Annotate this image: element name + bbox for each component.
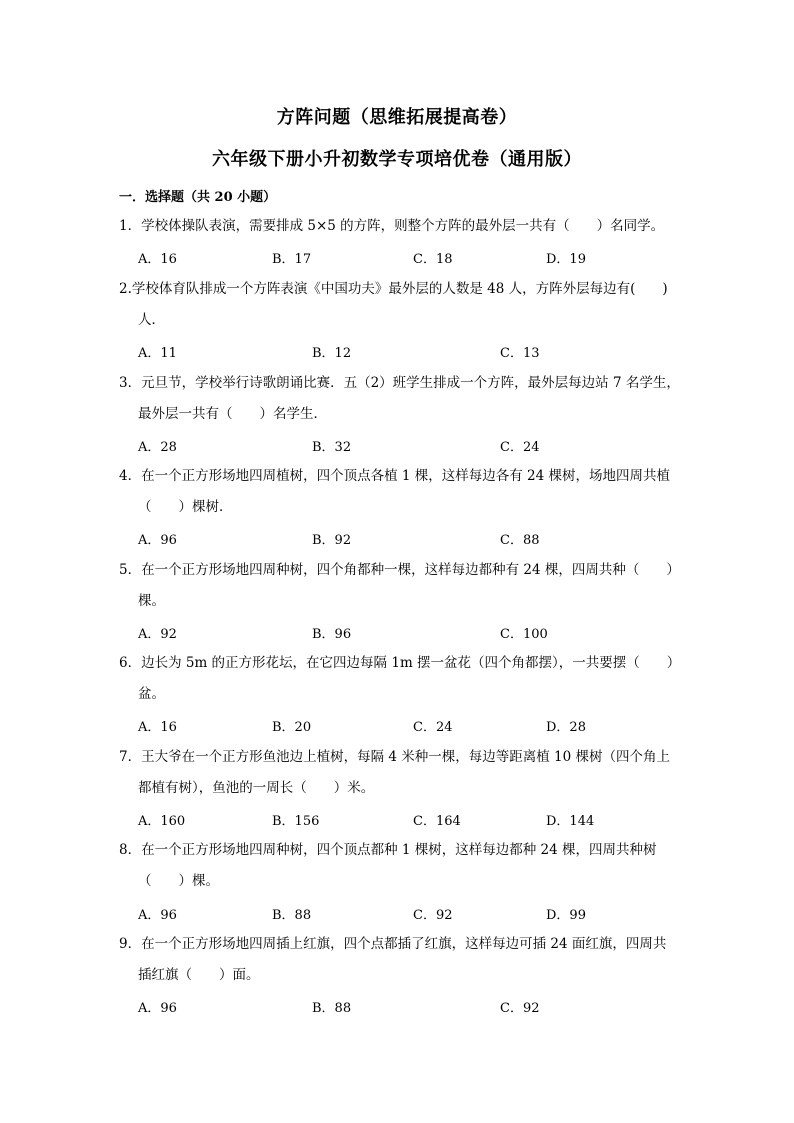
option-b: B．12 xyxy=(312,346,352,361)
question-text: 2.学校体育队排成一个方阵表演《中国功夫》最外层的人数是 48 人，方阵外层每边有( ) xyxy=(119,281,668,297)
option-d: D．28 xyxy=(546,720,586,735)
option-c: C．24 xyxy=(500,440,540,455)
question-text: 4．在一个正方形场地四周植树，四个顶点各植 1 棵，这样每边各有 24 棵树，场地四周共植 xyxy=(119,468,671,484)
option-d: D．144 xyxy=(546,814,595,829)
section-heading: 一．选择题（共 20 小题） xyxy=(119,190,277,205)
option-a: A．96 xyxy=(138,908,177,923)
option-c: C．13 xyxy=(500,346,540,361)
option-c: C．18 xyxy=(413,252,453,267)
option-c: C．92 xyxy=(500,1001,540,1016)
question-text: 6．边长为 5m 的正方形花坛，在它四边每隔 1m 摆一盆花（四个角都摆），一共要摆（ ） xyxy=(119,655,681,671)
option-d: D．99 xyxy=(546,908,586,923)
option-b: B．88 xyxy=(312,1001,352,1016)
option-b: B．17 xyxy=(272,252,312,267)
question-text: 8．在一个正方形场地四周种树，四个顶点都种 1 棵树，这样每边都种 24 棵，四周共种树 xyxy=(119,842,657,858)
option-c: C．100 xyxy=(500,627,548,642)
option-b: B．92 xyxy=(312,533,352,548)
question-text-continued: 棵。 xyxy=(138,593,165,609)
question-4 xyxy=(119,461,684,523)
question-8 xyxy=(119,835,684,897)
option-c: C．92 xyxy=(413,908,453,923)
question-1 xyxy=(119,211,684,242)
option-a: A．28 xyxy=(138,440,177,455)
question-9 xyxy=(119,929,684,991)
option-b: B．20 xyxy=(272,720,312,735)
option-b: B．88 xyxy=(272,908,312,923)
option-a: A．11 xyxy=(138,346,177,361)
question-text-continued: 人． xyxy=(138,312,165,328)
question-text-continued: 插红旗（ ）面。 xyxy=(138,967,260,983)
document-title: 方阵问题（思维拓展提高卷） xyxy=(276,107,518,128)
option-b: B．96 xyxy=(312,627,352,642)
option-a: A．96 xyxy=(138,1001,177,1016)
question-text: 9．在一个正方形场地四周插上红旗，四个点都插了红旗，这样每边可插 24 面红旗，四周共 xyxy=(119,936,667,952)
question-text-continued: 都植有树），鱼池的一周长（ ）米。 xyxy=(138,780,375,796)
question-5 xyxy=(119,555,684,617)
option-a: A．160 xyxy=(138,814,186,829)
question-text-continued: 最外层一共有（ ）名学生． xyxy=(138,406,327,422)
question-3 xyxy=(119,368,684,430)
option-a: A．16 xyxy=(138,720,177,735)
question-2 xyxy=(119,274,684,336)
option-b: B．156 xyxy=(272,814,320,829)
option-c: C．24 xyxy=(413,720,453,735)
option-a: A．92 xyxy=(138,627,177,642)
question-text-continued: （ ）棵树． xyxy=(138,499,233,515)
document-subtitle: 六年级下册小升初数学专项培优卷（通用版） xyxy=(212,149,582,170)
option-b: B．32 xyxy=(312,440,352,455)
question-6 xyxy=(119,648,684,710)
option-c: C．88 xyxy=(500,533,540,548)
option-c: C．164 xyxy=(413,814,461,829)
question-text: 1．学校体操队表演，需要排成 5×5 的方阵，则整个方阵的最外层一共有（ ）名同学。 xyxy=(119,218,665,234)
option-d: D．19 xyxy=(546,252,586,267)
question-text: 3．元旦节，学校举行诗歌朗诵比赛．五（2）班学生排成一个方阵，最外层每边站 7 名学生， xyxy=(119,375,680,391)
option-a: A．16 xyxy=(138,252,177,267)
question-7 xyxy=(119,742,684,804)
question-text-continued: 盆。 xyxy=(138,686,165,702)
option-a: A．96 xyxy=(138,533,177,548)
question-text-continued: （ ）棵。 xyxy=(138,873,219,889)
question-text: 5．在一个正方形场地四周种树，四个角都种一棵，这样每边都种有 24 棵，四周共种（ ） xyxy=(119,562,680,578)
question-text: 7．王大爷在一个正方形鱼池边上植树，每隔 4 米种一棵，每边等距离植 10 棵树（四个角上 xyxy=(119,749,671,765)
